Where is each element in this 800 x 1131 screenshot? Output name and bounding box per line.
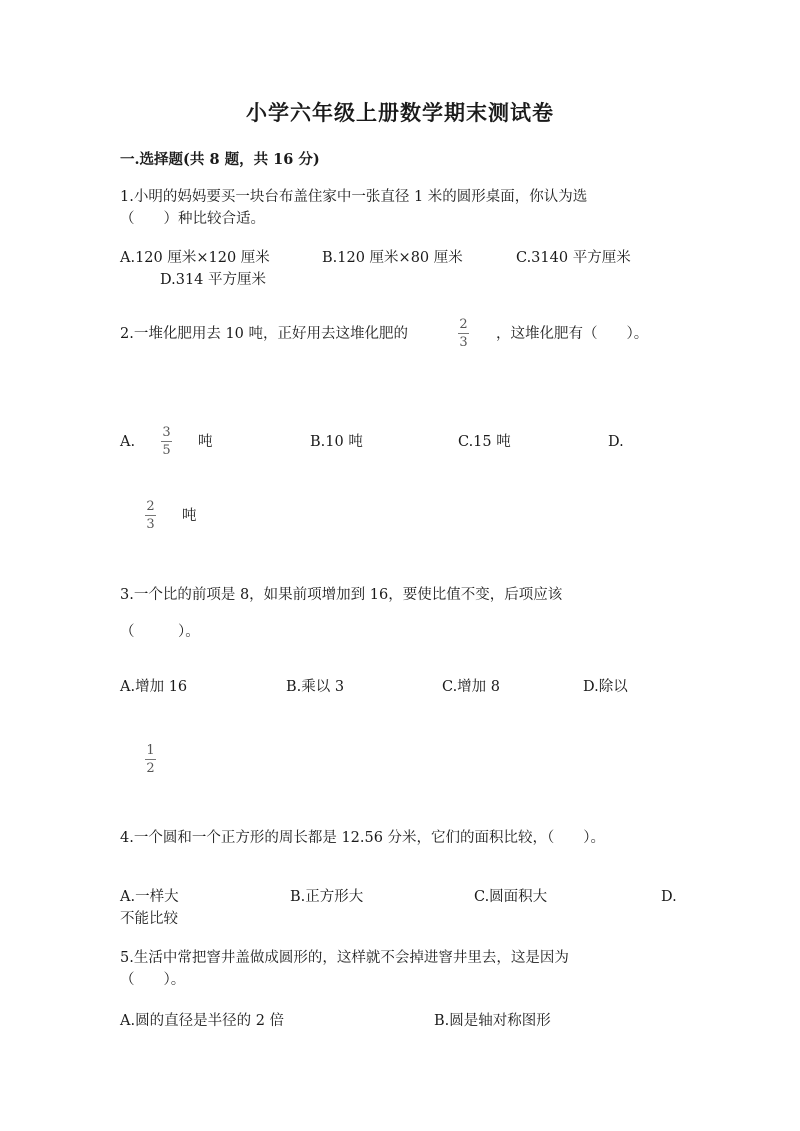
q3-stem-line1: 3.一个比的前项是 8，如果前项增加到 16，要使比值不变，后项应该 xyxy=(120,587,563,603)
q2-option-b: B.10 吨 xyxy=(310,434,363,450)
q4-option-a: A.一样大 xyxy=(120,889,179,905)
fraction-bar xyxy=(145,759,156,760)
q2-option-d-fraction xyxy=(145,499,156,532)
q4-option-b: B.正方形大 xyxy=(290,889,364,905)
q4-stem: 4.一个圆和一个正方形的周长都是 12.56 分米，它们的面积比较，（ ）。 xyxy=(120,830,606,846)
q2-option-a-unit: 吨 xyxy=(198,434,213,450)
q2-stem-fraction-numerator: 2 xyxy=(459,317,468,332)
page-title: 小学六年级上册数学期末测试卷 xyxy=(246,100,554,125)
q2-option-d-unit: 吨 xyxy=(182,508,197,524)
q2-option-d-numerator: 2 xyxy=(146,499,155,514)
q2-option-a-denominator: 5 xyxy=(162,443,171,458)
q5-option-a: A.圆的直径是半径的 2 倍 xyxy=(120,1013,285,1029)
q5-stem-line2: （ ）。 xyxy=(120,972,186,988)
q1-option-a: A.120 厘米×120 厘米 xyxy=(120,250,270,266)
q2-option-a-numerator: 3 xyxy=(162,425,171,440)
q3-option-d-fraction xyxy=(145,743,156,776)
q1-stem-line2: （ ）种比较合适。 xyxy=(120,211,265,227)
q3-option-d-numerator: 1 xyxy=(146,743,155,758)
q3-option-d: D.除以 xyxy=(583,679,628,695)
q1-stem-line1: 1.小明的妈妈要买一块台布盖住家中一张直径 1 米的圆形桌面，你认为选 xyxy=(120,189,588,205)
q2-stem-fraction xyxy=(458,317,469,350)
q1-option-c: C.3140 平方厘米 xyxy=(516,250,631,266)
q2-option-a-label: A. xyxy=(120,434,136,450)
q2-stem-fraction-denominator: 3 xyxy=(459,335,468,350)
q2-stem-after: ，这堆化肥有（ ）。 xyxy=(496,326,649,342)
q3-option-d-denominator: 2 xyxy=(146,761,155,776)
q5-option-b: B.圆是轴对称图形 xyxy=(434,1013,551,1029)
q2-option-d-denominator: 3 xyxy=(146,517,155,532)
q5-stem-line1: 5.生活中常把窨井盖做成圆形的，这样就不会掉进窨井里去，这是因为 xyxy=(120,950,569,966)
q4-option-d-text: 不能比较 xyxy=(120,911,178,927)
fraction-bar xyxy=(145,515,156,516)
q3-stem-line2: （ ）。 xyxy=(120,624,200,640)
q2-stem-before: 2.一堆化肥用去 10 吨，正好用去这堆化肥的 xyxy=(120,326,409,342)
fraction-bar xyxy=(458,333,469,334)
q1-option-b: B.120 厘米×80 厘米 xyxy=(322,250,463,266)
q2-option-d-label: D. xyxy=(608,434,624,450)
q1-option-d: D.314 平方厘米 xyxy=(160,272,267,288)
q4-option-c: C.圆面积大 xyxy=(474,889,548,905)
q2-option-c: C.15 吨 xyxy=(458,434,511,450)
q3-option-a: A.增加 16 xyxy=(120,679,188,695)
fraction-bar xyxy=(161,441,172,442)
section-heading: 一.选择题(共 8 题，共 16 分) xyxy=(120,151,320,168)
q2-option-a-fraction xyxy=(161,425,172,458)
q3-option-b: B.乘以 3 xyxy=(286,679,345,695)
q3-option-c: C.增加 8 xyxy=(442,679,501,695)
q4-option-d-label: D. xyxy=(661,889,677,905)
